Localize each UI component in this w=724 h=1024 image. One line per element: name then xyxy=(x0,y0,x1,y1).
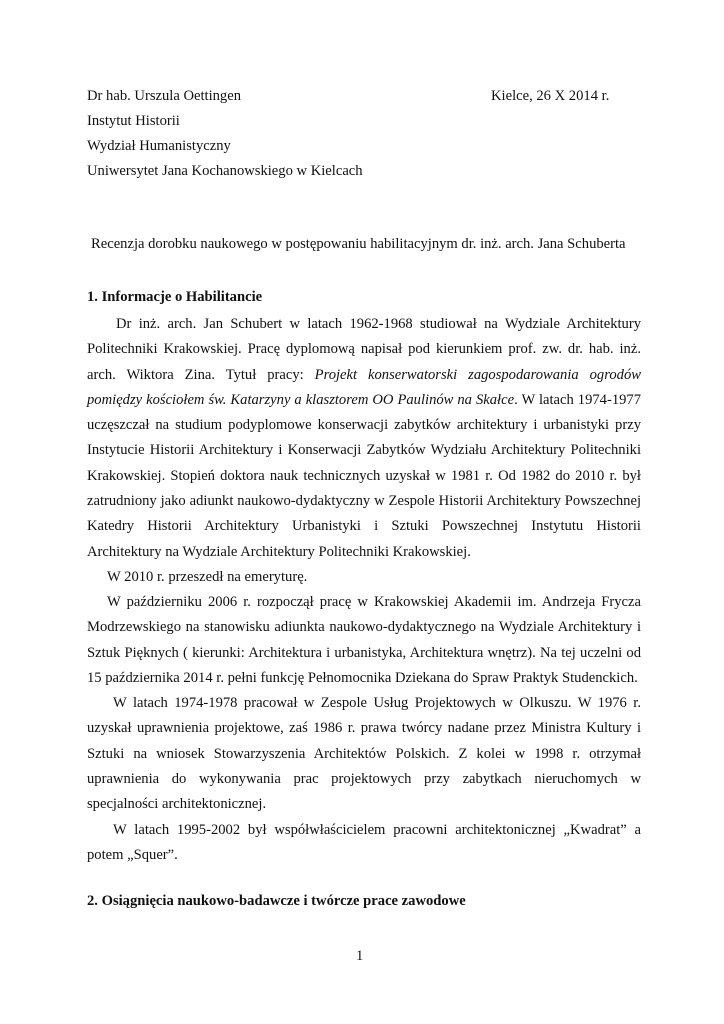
section-1-heading: 1. Informacje o Habilitancie xyxy=(87,289,263,305)
paragraph-studio: W latach 1995-2002 był współwłaścicielem pracowni architektonicznej „Kwadrat” a potem „Squer”. xyxy=(87,822,641,864)
faculty-name: Wydział Humanistyczny xyxy=(87,138,231,154)
paragraph-biography xyxy=(87,312,641,565)
paragraph-design-practice: W latach 1974-1978 pracował w Zespole Usług Projektowych w Olkuszu. W 1976 r. uzyskał uprawnienia projektowe, zaś 1986 r. prawa twórcy nadane przez Ministra Kultury i Sztuki na wniosek Stowarzyszenia Architektów Polskich. Z kolei w 1998 r. otrzymał uprawnienia do wykonywania prac projektowych przy zabytkach nieruchomych w specjalności architektonicznej. xyxy=(87,695,641,813)
paragraph-academy: W październiku 2006 r. rozpoczął pracę w Krakowskiej Akademii im. Andrzeja Frycza Modrzewskiego na stanowisku adiunkta naukowo-dydaktycznego na Wydziale Architektury i Sztuk Pięknych ( kierunki: Architektura i urbanistyka, Architektura wnętrz). Na tej uczelni od 15 października 2014 r. pełni funkcję Pełnomocnika Dziekana do Spraw Praktyk Studenckich. xyxy=(87,594,641,686)
university-name: Uniwersytet Jana Kochanowskiego w Kielcach xyxy=(87,163,363,179)
place-date: Kielce, 26 X 2014 r. xyxy=(491,88,610,104)
paragraph-retirement: W 2010 r. przeszedł na emeryturę. xyxy=(107,569,308,585)
paragraph-biography-part1: Dr inż. arch. Jan Schubert w latach 1962-1968 studiował na Wydziale Architektury Politechniki Krakowskiej. Pracę dyplomową napisał pod kierunkiem prof. zw. dr. hab. inż. arch. Wiktora Zina. Tytuł pracy: xyxy=(87,316,641,383)
page-number: 1 xyxy=(356,948,364,964)
thesis-title: Projekt konserwatorski zagospodarowania ogrodów pomiędzy kościołem św. Katarzyny a klasztorem OO Paulinów na Skałce xyxy=(87,366,641,408)
institute-name: Instytut Historii xyxy=(87,113,180,129)
author-name: Dr hab. Urszula Oettingen xyxy=(87,88,241,104)
paragraph-biography-part2: . W latach 1974-1977 uczęszczał na studium podyplomowe konserwacji zabytków architektury i urbanistyki przy Instytucie Historii Architektury i Konserwacji Zabytków Wydziału Architektury Politechniki Krakowskiej. Stopień doktora nauk technicznych uzyskał w 1981 r. Od 1982 do 2010 r. był zatrudniony jako adiunkt naukowo-dydaktyczny w Zespole Historii Architektury Powszechnej Katedry Historii Architektury Urbanistyki i Sztuki Powszechnej Instytutu Historii Architektury na Wydziale Architektury Politechniki Krakowskiej. xyxy=(87,391,642,560)
section-2-heading: 2. Osiągnięcia naukowo-badawcze i twórcze prace zawodowe xyxy=(87,893,466,909)
document-title: Recenzja dorobku naukowego w postępowaniu habilitacyjnym dr. inż. arch. Jana Schuberta xyxy=(91,236,626,252)
